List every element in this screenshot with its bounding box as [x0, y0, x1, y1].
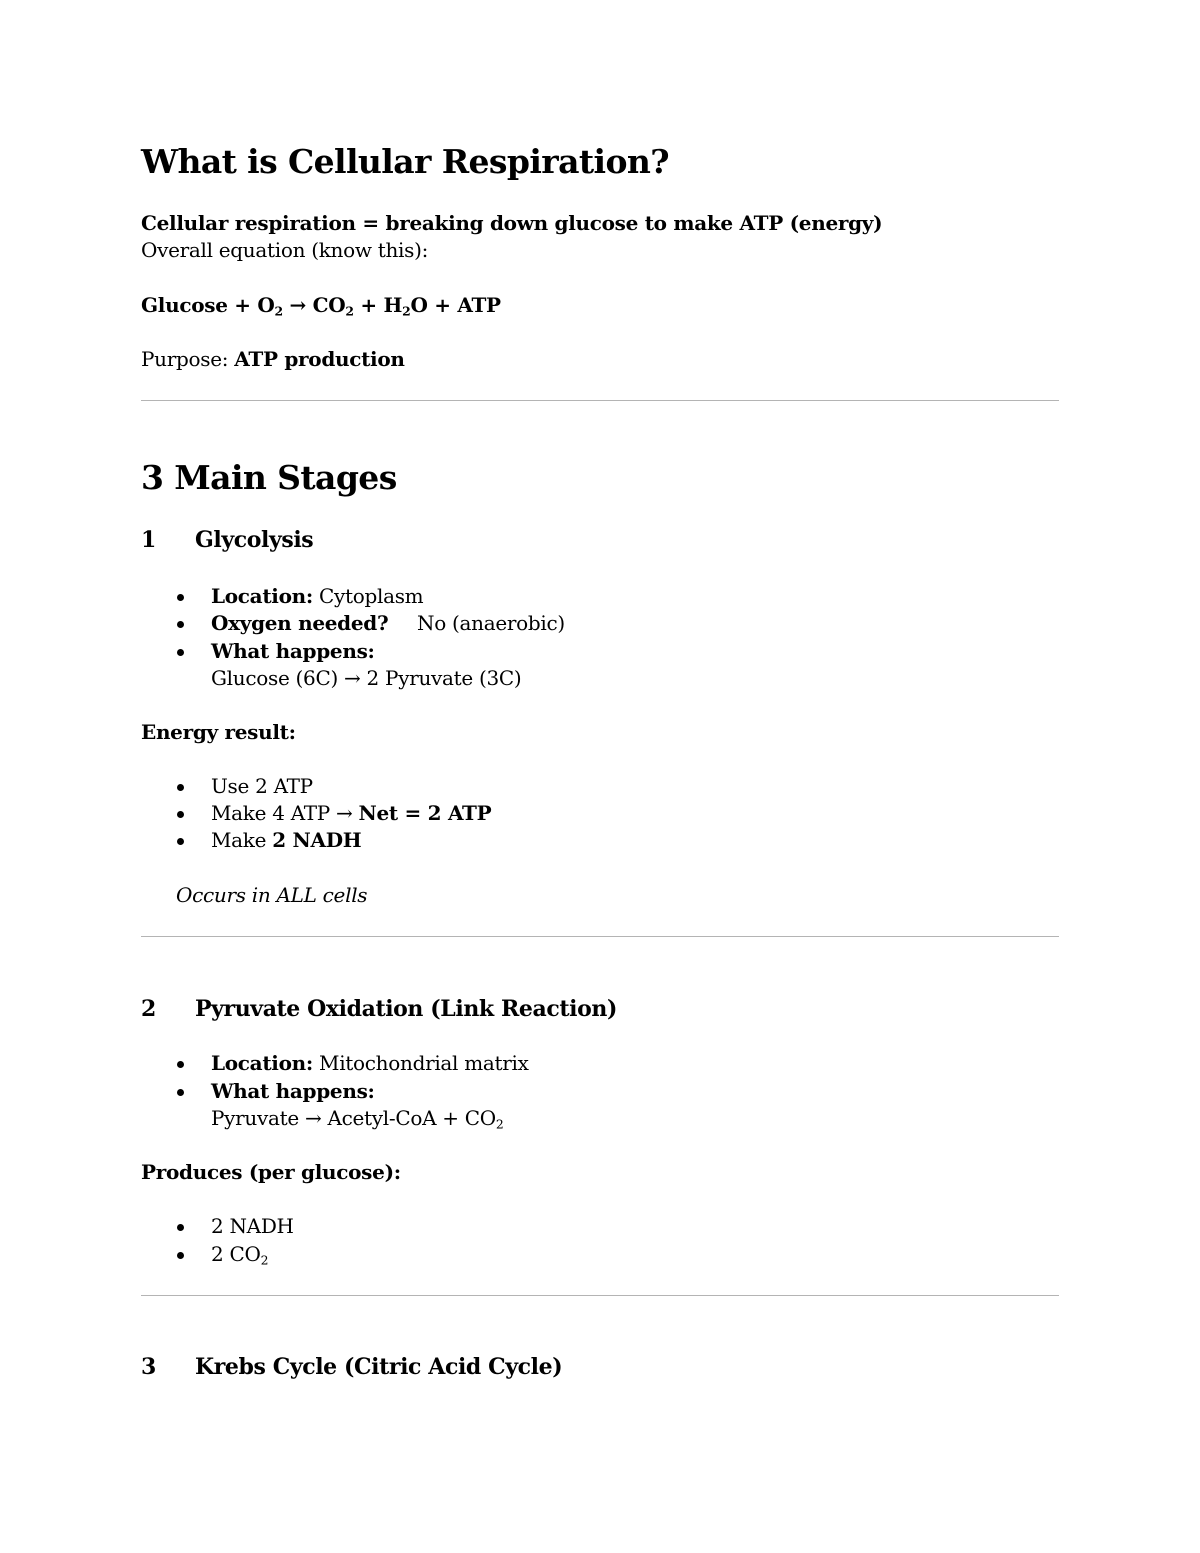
purpose-label: Purpose: [141, 347, 235, 371]
definition-line: Cellular respiration = breaking down glucose to make ATP (energy) [141, 211, 883, 235]
stage-1-number: 1 [141, 527, 157, 553]
oxygen-label: Oxygen needed? [211, 611, 389, 635]
co2-subscript: 2 [495, 1116, 504, 1132]
make-nadh-text: Make [211, 828, 273, 852]
equation-h2o-subscript: 2 [402, 303, 411, 319]
stage-1-title: Glycolysis [195, 527, 314, 553]
glycolysis-note: Occurs in ALL cells [176, 883, 368, 907]
co2-subscript: 2 [260, 1252, 269, 1268]
pyruvate-reaction [211, 1106, 504, 1130]
co2-text: 2 CO [211, 1242, 261, 1266]
equation-o2-subscript: 2 [274, 303, 283, 319]
bullet-icon [177, 1089, 184, 1096]
equation-label: Overall equation (know this): [141, 238, 429, 262]
location-value: Mitochondrial matrix [312, 1051, 529, 1075]
energy-use-atp: Use 2 ATP [211, 774, 313, 798]
bullet-icon [177, 1252, 184, 1259]
bullet-icon [177, 649, 184, 656]
location-value: Cytoplasm [312, 584, 424, 608]
what-happens-value: Glucose (6C) → 2 Pyruvate (3C) [211, 666, 522, 690]
reaction-text: Pyruvate → Acetyl-CoA + CO [211, 1106, 496, 1130]
equation-o-atp: O + ATP [410, 293, 501, 317]
stage-3-title: Krebs Cycle (Citric Acid Cycle) [195, 1354, 563, 1380]
bullet-icon [177, 621, 184, 628]
stage-3-number: 3 [141, 1354, 157, 1380]
pyruvate-location [211, 1051, 529, 1075]
produces-co2 [211, 1242, 268, 1266]
what-happens-label: What happens: [211, 1079, 375, 1103]
section-title-cellular-respiration: What is Cellular Respiration? [141, 142, 669, 181]
purpose-line [141, 347, 405, 371]
location-label: Location: [211, 1051, 313, 1075]
energy-make-atp [211, 801, 491, 825]
bullet-icon [177, 784, 184, 791]
equation-plus-h: + H [353, 293, 403, 317]
purpose-value: ATP production [234, 347, 405, 371]
bullet-icon [177, 811, 184, 818]
divider-2 [141, 936, 1059, 937]
bullet-icon [177, 1061, 184, 1068]
net-atp: Net = 2 ATP [358, 801, 492, 825]
location-label: Location: [211, 584, 313, 608]
bullet-icon [177, 1224, 184, 1231]
bullet-icon [177, 838, 184, 845]
stage-2-number: 2 [141, 996, 157, 1022]
nadh-amount: 2 NADH [272, 828, 362, 852]
make-atp-text: Make 4 ATP → [211, 801, 359, 825]
glycolysis-location [211, 584, 423, 608]
section-title-main-stages: 3 Main Stages [141, 458, 397, 497]
equation-arrow-co: → CO [282, 293, 346, 317]
produces-nadh: 2 NADH [211, 1214, 294, 1238]
divider-1 [141, 400, 1059, 401]
stage-2-title: Pyruvate Oxidation (Link Reaction) [195, 996, 617, 1022]
what-happens-label: What happens: [211, 639, 375, 663]
overall-equation [141, 293, 501, 317]
divider-3 [141, 1295, 1059, 1296]
produces-label: Produces (per glucose): [141, 1160, 401, 1184]
energy-result-label: Energy result: [141, 720, 296, 744]
oxygen-value: No (anaerobic) [417, 611, 565, 635]
equation-glucose-o: Glucose + O [141, 293, 275, 317]
energy-make-nadh [211, 828, 361, 852]
bullet-icon [177, 594, 184, 601]
equation-co2-subscript: 2 [345, 303, 354, 319]
